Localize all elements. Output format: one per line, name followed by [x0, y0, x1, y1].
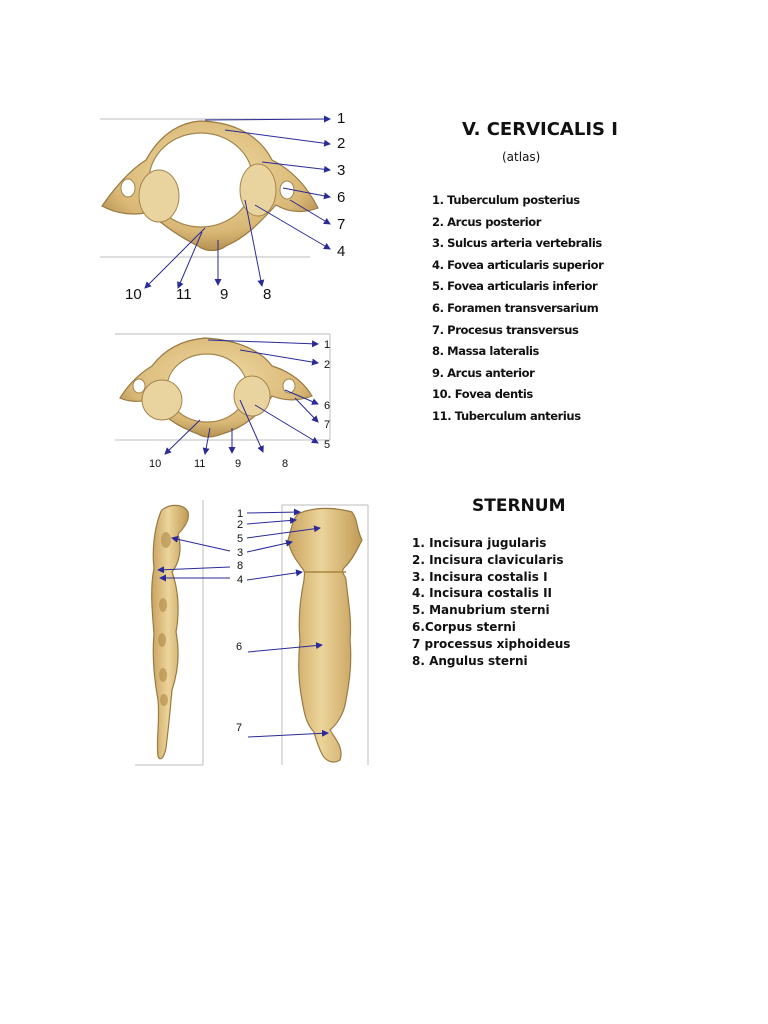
legend-item: 1. Tuberculum posterius: [432, 193, 580, 207]
legend-item: 4. Fovea articularis superior: [432, 257, 604, 272]
sternum-title: STERNUM: [472, 496, 566, 516]
legend-item: 11. Tuberculum anterius: [432, 408, 581, 423]
legend-item: 2. Incisura clavicularis: [412, 552, 564, 567]
legend-item: 8. Angulus sterni: [412, 653, 528, 668]
label: 4: [237, 574, 244, 586]
label: 5: [324, 439, 331, 451]
legend-item: 5. Fovea articularis inferior: [432, 279, 598, 294]
label: 3: [237, 547, 244, 559]
legend-item: 8. Massa lateralis: [432, 344, 539, 359]
atlas-top-view: [100, 110, 345, 303]
label: 9: [235, 458, 242, 470]
legend-item: 9. Arcus anterior: [432, 365, 535, 380]
cervical-subtitle: (atlas): [502, 150, 541, 164]
label: 9: [220, 286, 229, 303]
label: 1: [324, 339, 331, 351]
atlas-bottom-view: [115, 334, 330, 470]
legend-item: 6.Corpus sterni: [412, 619, 516, 634]
cervical-legend: [432, 190, 603, 428]
legend-item: 3. Incisura costalis I: [412, 569, 548, 584]
label: 6: [324, 400, 331, 412]
label: 3: [337, 162, 346, 179]
label: 7: [324, 419, 331, 431]
label: 7: [236, 722, 243, 734]
sternum-views: [135, 500, 368, 765]
legend-item: 1. Incisura jugularis: [412, 536, 547, 550]
label: 2: [324, 359, 331, 371]
label: 4: [337, 243, 346, 260]
label: 10: [125, 286, 142, 303]
label: 8: [263, 286, 272, 303]
label: 10: [149, 458, 162, 470]
label: 6: [236, 641, 243, 653]
label: 5: [237, 533, 244, 545]
legend-item: 6. Foramen transversarium: [432, 300, 599, 315]
legend-item: 4. Incisura costalis II: [412, 586, 553, 601]
label: 7: [337, 216, 346, 233]
legend-item: 10. Fovea dentis: [432, 387, 533, 402]
label: 2: [237, 519, 244, 531]
legend-item: 7 processus xiphoideus: [412, 636, 571, 651]
label: 1: [337, 110, 346, 127]
label: 6: [337, 189, 346, 206]
label: 11: [194, 458, 206, 470]
legend-item: 5. Manubrium sterni: [412, 603, 550, 618]
label: 1: [237, 508, 244, 520]
legend-item: 2. Arcus posterior: [432, 214, 542, 229]
label: 11: [176, 286, 192, 303]
label: 2: [337, 135, 346, 152]
legend-item: 3. Sulcus arteria vertebralis: [432, 236, 602, 251]
sternum-legend: [412, 535, 570, 669]
legend-item: 7. Procesus transversus: [432, 322, 579, 337]
label: 8: [237, 560, 244, 572]
label: 8: [282, 458, 289, 470]
sternum-anterior-bone: [288, 508, 362, 762]
cervical-title: V. CERVICALIS I: [462, 119, 618, 140]
